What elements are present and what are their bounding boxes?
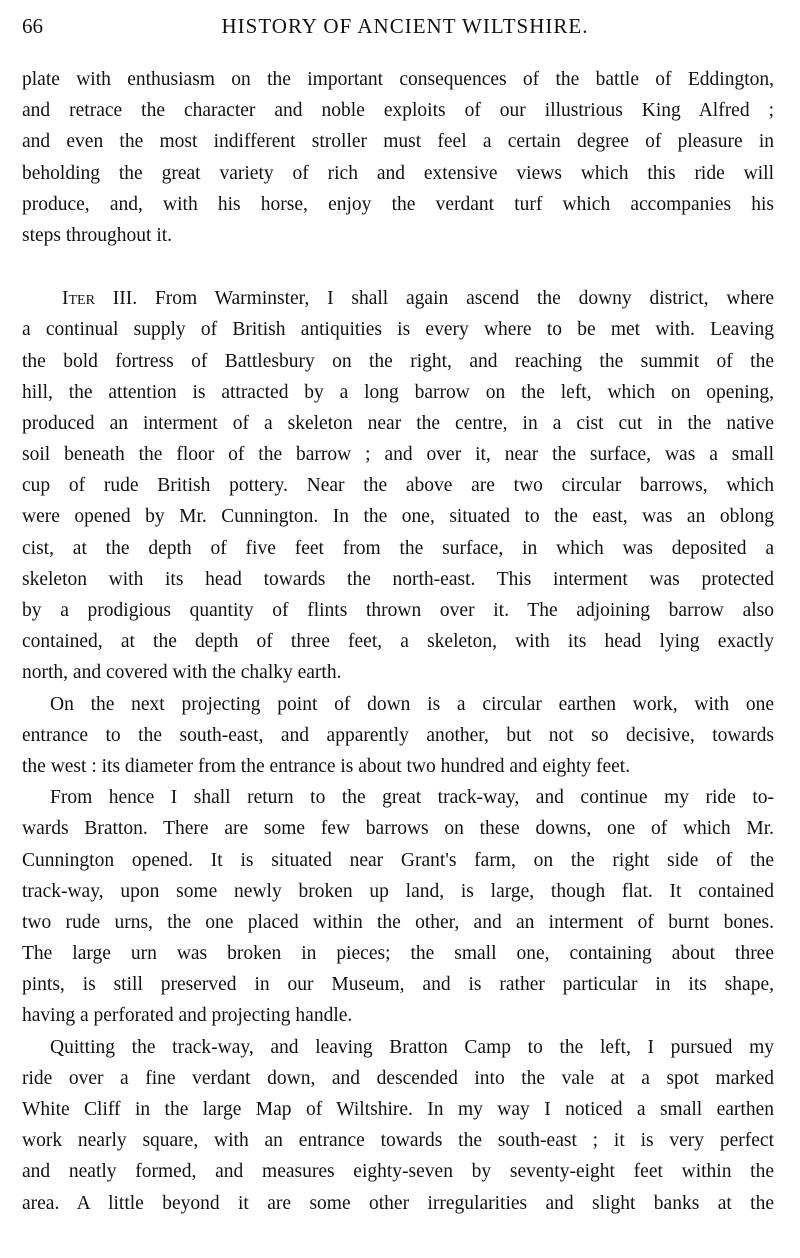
text-line [22, 564, 774, 595]
line-text: work nearly square, with an entrance towards the south-east ; it is very perfect [22, 1130, 774, 1152]
line-text: On the next projecting point of down is a circular earthen work, with one [50, 693, 774, 715]
line-text: skeleton with its head towards the north-east. This interment was protected [22, 568, 774, 590]
line-text: III. From Warminster, I shall again ascend the downy district, where [94, 288, 774, 310]
text-line [22, 845, 774, 876]
line-text: having a perforated and projecting handle. [22, 1005, 353, 1027]
text-line [22, 377, 774, 408]
text-line [22, 408, 774, 439]
line-text: cup of rude British pottery. Near the above are two circular barrows, which [22, 475, 774, 497]
line-text: From hence I shall return to the great track-way, and continue my ride to- [50, 787, 774, 809]
text-line [22, 533, 774, 564]
text-line [22, 314, 774, 345]
line-text: cist, at the depth of five feet from the surface, in which was deposited a [22, 537, 774, 559]
text-line [22, 346, 774, 377]
text-line [22, 657, 774, 688]
line-text: pints, is still preserved in our Museum, and is rather particular in its shape, [22, 974, 774, 996]
line-text: the bold fortress of Battlesbury on the right, and reaching the summit of the [22, 350, 774, 372]
page-body [22, 64, 774, 1219]
text-line [22, 1125, 774, 1156]
line-text: and retrace the character and noble exploits of our illustrious King Alfred ; [22, 100, 774, 122]
line-text: the west : its diameter from the entrance is about two hundred and eighty feet. [22, 755, 631, 777]
paragraph [22, 689, 774, 783]
text-line [22, 689, 774, 720]
running-title: HISTORY OF ANCIENT WILTSHIRE. [221, 14, 589, 38]
text-line [22, 876, 774, 907]
text-line [22, 595, 774, 626]
text-line [22, 782, 774, 813]
line-text: wards Bratton. There are some few barrows on these downs, one of which Mr. [22, 818, 774, 840]
line-text: and even the most indifferent stroller must feel a certain degree of pleasure in [22, 131, 774, 153]
paragraph [22, 782, 774, 1032]
text-line [22, 501, 774, 532]
line-text: Cunnington opened. It is situated near Grant's farm, on the right side of the [22, 849, 774, 871]
paragraph [22, 283, 774, 688]
line-text: beholding the great variety of rich and extensive views which this ride will [22, 162, 774, 184]
line-text: a continual supply of British antiquities is every where to be met with. Leaving [22, 319, 774, 341]
text-line [22, 907, 774, 938]
text-line [22, 969, 774, 1000]
text-line [22, 938, 774, 969]
text-line [22, 1094, 774, 1125]
line-text: area. A little beyond it are some other irregularities and slight banks at the [22, 1192, 774, 1214]
line-text: north, and covered with the chalky earth. [22, 662, 342, 684]
text-line [22, 158, 774, 189]
text-line [22, 813, 774, 844]
text-line [22, 1156, 774, 1187]
line-text: Quitting the track-way, and leaving Bratton Camp to the left, I pursued my [50, 1036, 774, 1058]
line-text: were opened by Mr. Cunnington. In the one, situated to the east, was an oblong [22, 506, 774, 528]
text-line [22, 720, 774, 751]
text-line [22, 439, 774, 470]
line-text: entrance to the south-east, and apparently another, but not so decisive, towards [22, 724, 774, 746]
line-text: The large urn was broken in pieces; the small one, containing about three [22, 943, 774, 965]
section-lead: Iter [62, 288, 95, 310]
line-text: plate with enthusiasm on the important consequences of the battle of Eddington, [22, 69, 774, 90]
text-line [22, 189, 774, 220]
line-text: produced an interment of a skeleton near the centre, in a cist cut in the native [22, 412, 774, 434]
text-line [22, 126, 774, 157]
text-line [22, 626, 774, 657]
line-text: produce, and, with his horse, enjoy the verdant turf which accompanies his [22, 193, 774, 215]
line-text: contained, at the depth of three feet, a skeleton, with its head lying exactly [22, 631, 774, 653]
line-text: soil beneath the floor of the barrow ; and over it, near the surface, was a small [22, 444, 774, 466]
line-text: steps throughout it. [22, 224, 173, 246]
line-text: White Cliff in the large Map of Wiltshire. In my way I noticed a small earthen [22, 1099, 774, 1120]
text-line [22, 95, 774, 126]
line-text: ride over a fine verdant down, and descended into the vale at a spot marked [22, 1067, 774, 1089]
text-line [22, 283, 774, 314]
text-line [22, 1000, 774, 1031]
line-text: hill, the attention is attracted by a long barrow on the left, which on opening, [22, 381, 774, 403]
line-text: two rude urns, the one placed within the other, and an interment of burnt bones. [22, 911, 774, 933]
text-line [22, 1063, 774, 1094]
text-line [22, 64, 774, 95]
text-line [22, 1188, 774, 1219]
page-number: 66 [22, 14, 43, 38]
line-text: and neatly formed, and measures eighty-seven by seventy-eight feet within the [22, 1161, 774, 1183]
line-text: by a prodigious quantity of flints thrown over it. The adjoining barrow also [22, 600, 774, 621]
paragraph [22, 1032, 774, 1219]
line-text: track-way, upon some newly broken up land, is large, though flat. It contained [22, 880, 774, 902]
paragraph [22, 64, 774, 251]
text-line [22, 470, 774, 501]
text-line [22, 751, 774, 782]
text-line [22, 1032, 774, 1063]
text-line [22, 220, 774, 251]
